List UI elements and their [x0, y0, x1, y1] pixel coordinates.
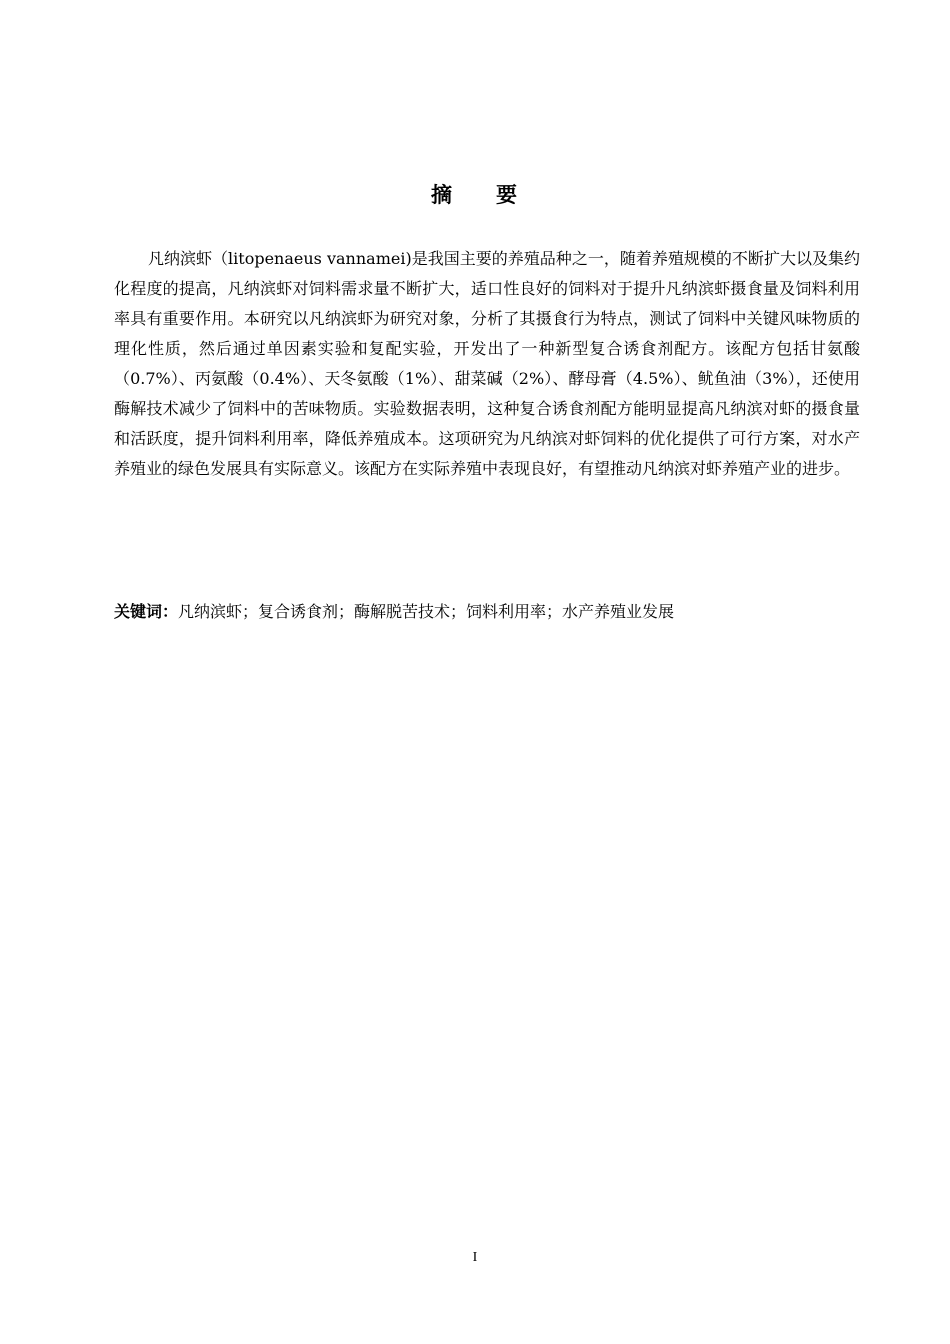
- abstract-paragraph: 凡纳滨虾（litopenaeus vannamei)是我国主要的养殖品种之一，随着养殖规模的不断扩大以及集约化程度的提高，凡纳滨虾对饲料需求量不断扩大，适口性良好的饲料对于提升凡纳滨虾摄食量及饲料利用率具有重要作用。本研究以凡纳滨虾为研究对象，分析了其摄食行为特点，测试了饲料中关键风味物质的理化性质，然后通过单因素实验和复配实验，开发出了一种新型复合诱食剂配方。该配方包括甘氨酸（0.7%）、丙氨酸（0.4%）、天冬氨酸（1%）、甜菜碱（2%）、酵母膏（4.5%）、鱿鱼油（3%），还使用酶解技术减少了饲料中的苦味物质。实验数据表明，这种复合诱食剂配方能明显提高凡纳滨对虾的摄食量和活跃度，提升饲料利用率，降低养殖成本。这项研究为凡纳滨对虾饲料的优化提供了可行方案，对水产养殖业的绿色发展具有实际意义。该配方在实际养殖中表现良好，有望推动凡纳滨对虾养殖产业的进步。: [114, 249, 860, 478]
- page-title: [0, 180, 950, 210]
- page-number: I: [472, 1250, 478, 1265]
- keywords-line: [114, 597, 860, 627]
- title-char-1: 摘: [431, 183, 454, 207]
- keywords-text: 凡纳滨虾；复合诱食剂；酶解脱苦技术；饲料利用率；水产养殖业发展: [178, 602, 675, 621]
- keywords-label: 关键词：: [114, 602, 179, 621]
- title-char-2: 要: [496, 183, 519, 207]
